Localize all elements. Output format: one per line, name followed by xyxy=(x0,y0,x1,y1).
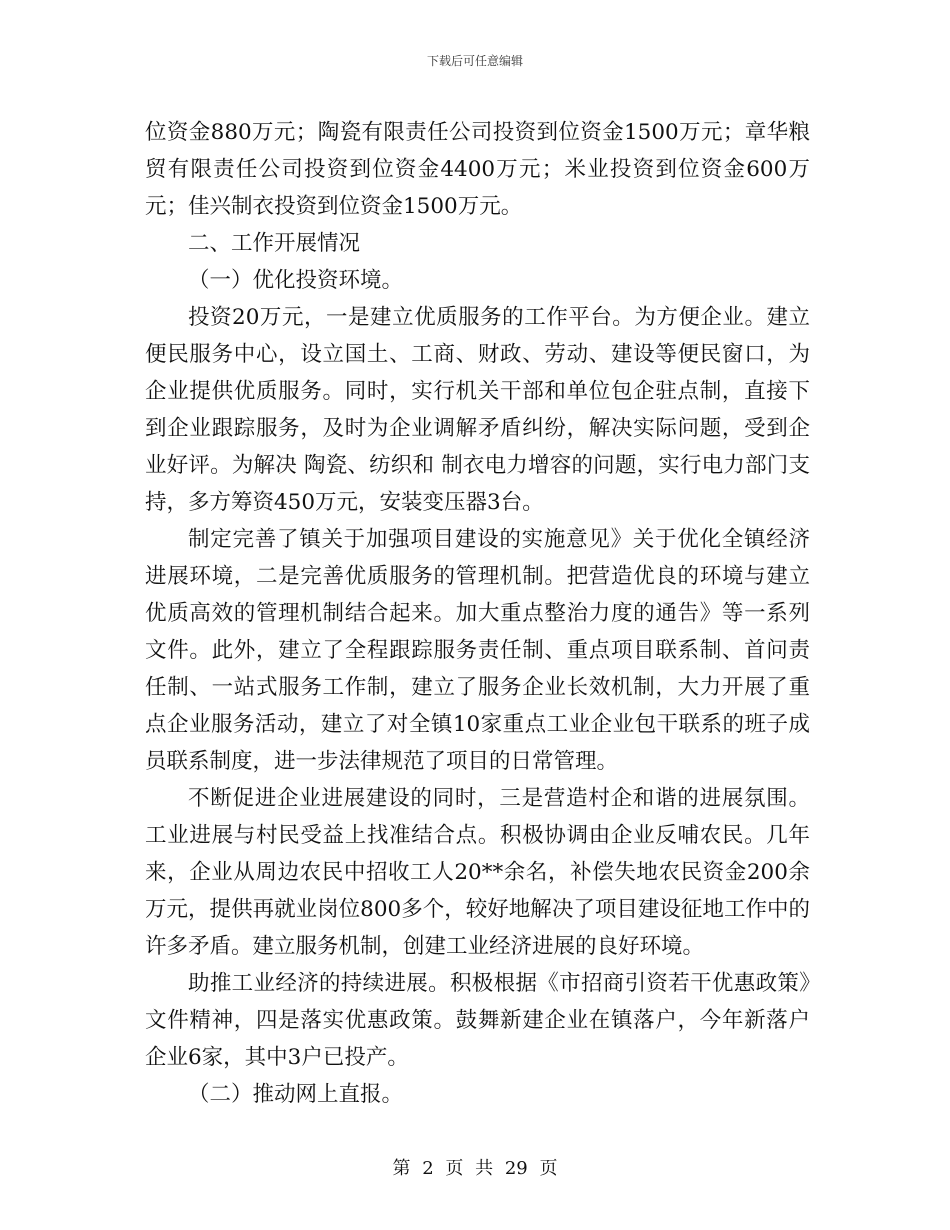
paragraph-preferential-policies: 助推工业经济的持续进展。积极根据《市招商引资若干优惠政策》文件精神，四是落实优惠政策。鼓舞新建企业在镇落户，今年新落户企业6家，其中3户已投产。 xyxy=(145,971,810,1070)
subsection-heading-online-reporting: （二）推动网上直报。 xyxy=(188,1082,404,1107)
paragraph-investment-summary: 位资金880万元；陶瓷有限责任公司投资到位资金1500万元；章华粮贸有限责任公司投资到位资金4400万元；米业投资到位资金600万元；佳兴制衣投资到位资金1500万元。 xyxy=(145,120,810,219)
page-footer: 第 2 页 共 29 页 xyxy=(392,1158,558,1179)
paragraph-service-platform: 投资20万元，一是建立优质服务的工作平台。为方便企业。建立便民服务中心，设立国土、工商、财政、劳动、建设等便民窗口，为企业提供优质服务。同时，实行机关干部和单位包企驻点制，直接下到企业跟踪服务，及时为企业调解矛盾纠纷，解决实际问题，受到企业好评。为解决 陶瓷、纺织和 制衣电力增容的问题，实行电力部门支持，多方筹资450万元，安装变压器3台。 xyxy=(145,305,810,515)
document-body xyxy=(145,114,810,1113)
section-heading-work-progress: 二、工作开展情况 xyxy=(188,231,361,256)
page-header: 下载后可任意编辑 xyxy=(426,54,523,68)
subsection-heading-optimize-environment: （一）优化投资环境。 xyxy=(188,268,404,293)
paragraph-village-enterprise-harmony: 不断促进企业进展建设的同时，三是营造村企和谐的进展氛围。工业进展与村民受益上找准结合点。积极协调由企业反哺农民。几年来，企业从周边农民中招收工人20**余名，补偿失地农民资金200余万元，提供再就业岗位800多个，较好地解决了项目建设征地工作中的许多矛盾。建立服务机制，创建工业经济进展的良好环境。 xyxy=(145,786,810,959)
paragraph-management-mechanism: 制定完善了镇关于加强项目建设的实施意见》关于优化全镇经济进展环境，二是完善优质服务的管理机制。把营造优良的环境与建立优质高效的管理机制结合起来。加大重点整治力度的通告》等一系列文件。此外，建立了全程跟踪服务责任制、重点项目联系制、首问责任制、一站式服务工作制，建立了服务企业长效机制，大力开展了重点企业服务活动，建立了对全镇10家重点工业企业包干联系的班子成员联系制度，进一步法律规范了项目的日常管理。 xyxy=(145,527,810,774)
